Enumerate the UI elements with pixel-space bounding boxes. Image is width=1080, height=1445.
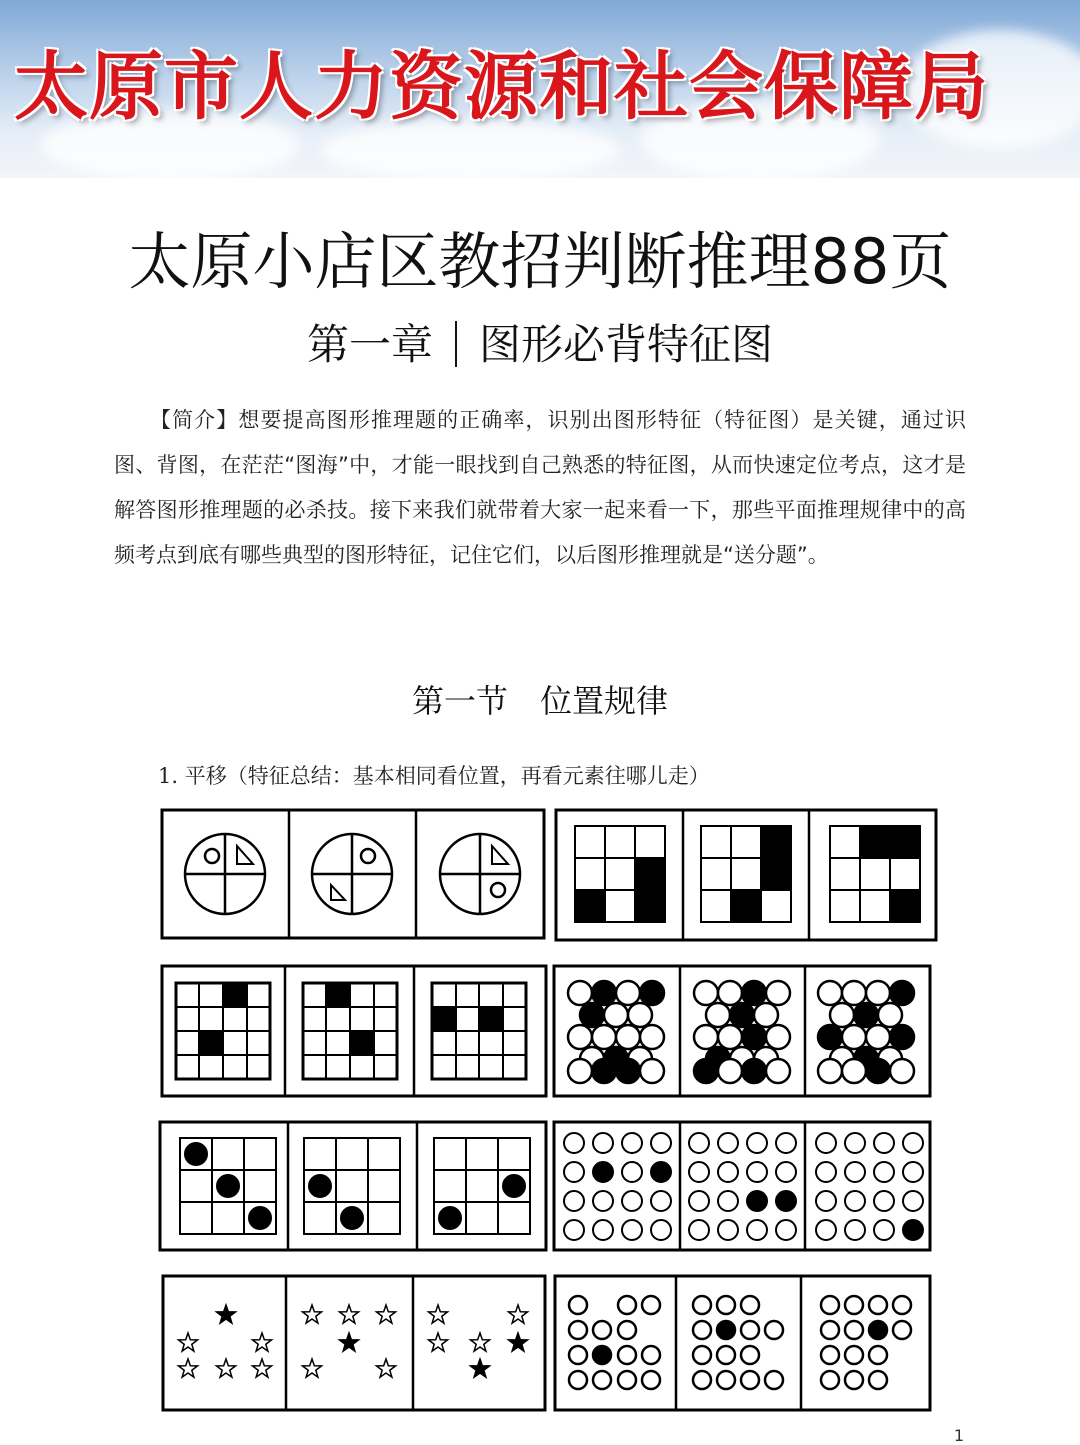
circle-rows-2: [693, 1296, 783, 1389]
star-panel-1: [178, 1305, 271, 1377]
banner-title: 太原市人力资源和社会保障局: [14, 44, 989, 130]
figure-group-circle-grids: [554, 1122, 930, 1250]
figure-group-circle-quadrants: [162, 810, 544, 938]
quadrant-circle-1: [185, 834, 265, 914]
circle-rows-3: [821, 1296, 911, 1389]
dot-grid-3: [434, 1138, 530, 1234]
dot-grid-1: [180, 1138, 276, 1234]
section-heading: 第一节 位置规律: [411, 682, 668, 720]
figure-group-circle-arrays: [554, 966, 930, 1096]
chapter-number: 第一章: [306, 320, 433, 369]
item-heading: 1. 平移（特征总结：基本相同看位置，再看元素往哪儿走）: [158, 764, 710, 788]
document-title: 太原小店区教招判断推理88页: [128, 225, 952, 298]
block-grid-1: [575, 826, 665, 922]
figure-group-diagonal-dots: [160, 1122, 546, 1250]
circle-rows-1: [569, 1296, 660, 1389]
small-grid-3: [432, 983, 526, 1079]
star-panel-2: [302, 1305, 395, 1377]
quadrant-circle-2: [312, 834, 392, 914]
block-grid-2: [701, 826, 791, 922]
circle-array-2: [694, 981, 790, 1083]
intro-paragraph: 【简介】想要提高图形推理题的正确率，识别出图形特征（特征图）是关键，通过识图、背图，在茫茫“图海”中，才能一眼找到自己熟悉的特征图，从而快速定位考点，这才是解答图形推理题的必杀技。接下来我们就带着大家一起来看一下，那些平面推理规律中的高频考点到底有哪些典型的图形特征，记住它们，以后图形推理就是“送分题”。: [114, 408, 966, 567]
star-panel-3: [428, 1305, 527, 1377]
block-grid-3: [830, 826, 920, 922]
page-number: 1: [953, 1426, 964, 1445]
circle-array-3: [818, 981, 914, 1083]
circle-array-1: [568, 981, 664, 1083]
circle-grid-3: [816, 1133, 923, 1240]
figure-group-stars: [163, 1276, 545, 1410]
figure-group-block-grids: [556, 810, 936, 940]
dot-grid-2: [304, 1138, 400, 1234]
small-grid-2: [303, 983, 397, 1079]
figure-group-circle-rows: [555, 1276, 930, 1410]
small-grid-1: [176, 983, 270, 1079]
figure-group-4x4-grids: [162, 966, 546, 1096]
circle-grid-1: [564, 1133, 671, 1240]
circle-grid-2: [689, 1133, 796, 1240]
chapter-title: 图形必背特征图: [479, 320, 774, 369]
quadrant-circle-3: [440, 834, 520, 914]
